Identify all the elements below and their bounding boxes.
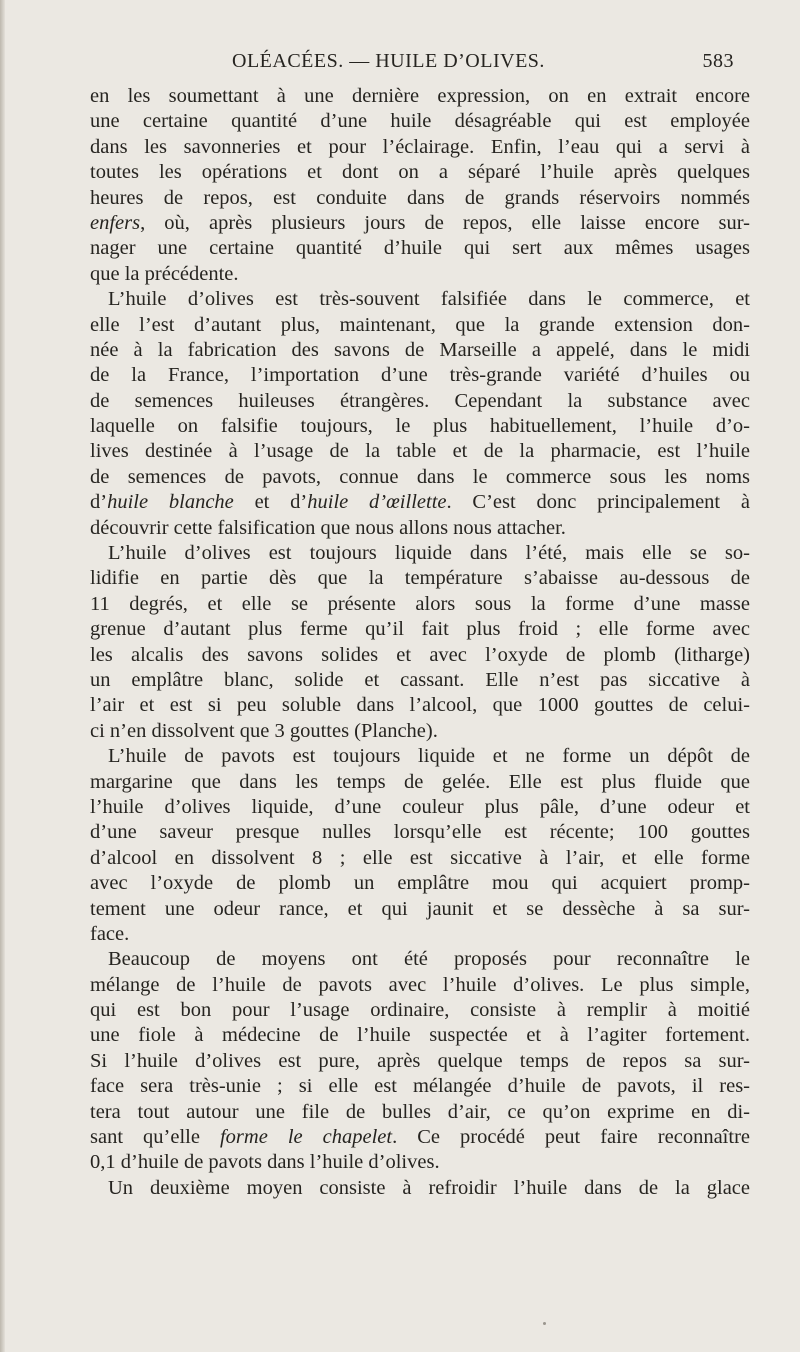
text-line	[90, 414, 750, 439]
text-line	[90, 1125, 750, 1150]
line-text: . C’est donc principalement à	[446, 491, 751, 514]
line-text: laquelle on falsifie toujours, le plus habituellement, l’huile d’o-	[90, 415, 750, 438]
line-text: d’	[90, 491, 108, 514]
line-text: 11 degrés, et elle se présente alors sous la forme d’une masse	[90, 592, 750, 615]
line-text: Un deuxième moyen consiste à refroidir l’huile dans de la glace	[108, 1176, 750, 1199]
line-text: grenue d’autant plus ferme qu’il fait plus froid ; elle forme avec	[90, 618, 750, 641]
italic-text: forme le chapelet	[219, 1126, 393, 1149]
line-text: d’une saveur presque nulles lorsqu’elle est récente; 100 gouttes	[90, 821, 750, 844]
text-line	[90, 135, 750, 160]
line-text: 0,1 d’huile de pavots dans l’huile d’olives.	[90, 1151, 440, 1174]
running-header	[232, 50, 734, 80]
line-text: lidifie en partie dès que la température s’abaisse au-dessous de	[90, 567, 750, 590]
line-text: en les soumettant à une dernière expression, on en extrait encore	[90, 85, 750, 107]
line-text: heures de repos, est conduite dans de grands réservoirs nommés	[90, 186, 750, 209]
line-text: lives destinée à l’usage de la table et de la pharmacie, est l’huile	[90, 440, 750, 463]
text-line	[90, 1023, 750, 1048]
text-line	[90, 744, 750, 769]
line-text: tement une odeur rance, et qui jaunit et se dessèche à sa sur-	[90, 897, 750, 920]
text-line	[90, 973, 750, 998]
text-line	[90, 1049, 750, 1074]
line-text: elle l’est d’autant plus, maintenant, que la grande extension don-	[90, 313, 750, 336]
line-text: découvrir cette falsification que nous allons nous attacher.	[90, 516, 566, 539]
line-text: ci n’en dissolvent que 3 gouttes (Planche).	[90, 719, 438, 742]
line-text: dans les savonneries et pour l’éclairage. Enfin, l’eau qui a servi à	[90, 135, 750, 158]
line-text: une fiole à médecine de l’huile suspectée et à l’agiter fortement.	[90, 1024, 750, 1047]
line-text: sant qu’elle	[90, 1126, 220, 1149]
line-text: l’air et est si peu soluble dans l’alcool, que 1000 gouttes de celui-	[90, 694, 750, 717]
text-line	[90, 1150, 750, 1175]
italic-text: huile d’œillette	[307, 491, 447, 514]
line-text: l’huile d’olives liquide, d’une couleur plus pâle, d’une odeur et	[90, 795, 750, 818]
text-line	[90, 922, 750, 947]
line-text: L’huile d’olives est toujours liquide dans l’été, mais elle se so-	[108, 542, 750, 565]
line-text: de la France, l’importation d’une très-grande variété d’huiles ou	[90, 364, 750, 387]
line-text: un emplâtre blanc, solide et cassant. Elle n’est pas siccative à	[90, 668, 750, 691]
text-line	[90, 439, 750, 464]
text-line	[90, 846, 750, 871]
text-line	[90, 592, 750, 617]
binding-edge	[0, 0, 5, 1352]
italic-text: huile blanche	[107, 491, 234, 514]
running-title: OLÉACÉES. — HUILE D’OLIVES.	[232, 50, 545, 72]
line-text: de semences huileuses étrangères. Cependant la substance avec	[90, 389, 750, 412]
text-line	[90, 947, 750, 972]
line-text: de semences de pavots, connue dans le commerce sous les noms	[90, 465, 750, 488]
line-text: L’huile d’olives est très-souvent falsifiée dans le commerce, et	[108, 288, 750, 311]
text-line	[90, 719, 750, 744]
text-line	[90, 490, 750, 515]
page-number: 583	[702, 50, 734, 72]
text-line	[90, 363, 750, 388]
text-line	[90, 643, 750, 668]
text-line	[90, 871, 750, 896]
text-line	[90, 770, 750, 795]
text-line	[90, 541, 750, 566]
text-line	[90, 338, 750, 363]
line-text: nager une certaine quantité d’huile qui sert aux mêmes usages	[90, 237, 750, 260]
text-line	[90, 84, 750, 109]
line-text: margarine que dans les temps de gelée. Elle est plus fluide que	[90, 770, 750, 793]
line-text: mélange de l’huile de pavots avec l’huile d’olives. Le plus simple,	[90, 973, 750, 996]
text-line	[90, 287, 750, 312]
line-text: Beaucoup de moyens ont été proposés pour reconnaître le	[108, 948, 750, 971]
text-line	[90, 795, 750, 820]
text-line	[90, 566, 750, 591]
text-line	[90, 998, 750, 1023]
text-line	[90, 186, 750, 211]
text-line	[90, 262, 750, 287]
ink-speck	[543, 1322, 546, 1325]
line-text: . Ce procédé peut faire reconnaître	[392, 1126, 750, 1149]
text-line	[90, 109, 750, 134]
text-line	[90, 1100, 750, 1125]
line-text: que la précédente.	[90, 262, 239, 285]
line-text: avec l’oxyde de plomb un emplâtre mou qui acquiert promp-	[90, 872, 750, 895]
line-text: les alcalis des savons solides et avec l’oxyde de plomb (litharge)	[90, 643, 750, 666]
line-text: née à la fabrication des savons de Marseille a appelé, dans le midi	[90, 338, 750, 361]
text-line	[90, 389, 750, 414]
text-line	[90, 1074, 750, 1099]
line-text: face sera très-unie ; si elle est mélangée d’huile de pavots, il res-	[90, 1075, 750, 1098]
text-line	[90, 617, 750, 642]
body-text	[90, 84, 750, 1201]
text-line	[90, 668, 750, 693]
text-line	[90, 693, 750, 718]
text-line	[90, 236, 750, 261]
text-line	[90, 465, 750, 490]
text-line	[90, 313, 750, 338]
text-line	[90, 820, 750, 845]
text-line	[90, 1176, 750, 1201]
line-text: d’alcool en dissolvent 8 ; elle est siccative à l’air, et elle forme	[90, 846, 750, 869]
line-text: Si l’huile d’olives est pure, après quelque temps de repos sa sur-	[90, 1049, 750, 1072]
line-text: une certaine quantité d’une huile désagréable qui est employée	[90, 110, 750, 133]
line-text: et d’	[233, 491, 308, 514]
text-line	[90, 160, 750, 185]
line-text: L’huile de pavots est toujours liquide et ne forme un dépôt de	[108, 745, 750, 768]
line-text: face.	[90, 922, 130, 945]
line-text: , où, après plusieurs jours de repos, elle laisse encore sur-	[140, 211, 750, 234]
text-line	[90, 211, 750, 236]
line-text: tera tout autour une file de bulles d’air, ce qu’on exprime en di-	[90, 1100, 750, 1123]
line-text: qui est bon pour l’usage ordinaire, consiste à remplir à moitié	[90, 999, 750, 1022]
text-line	[90, 516, 750, 541]
text-line	[90, 897, 750, 922]
line-text: toutes les opérations et dont on a séparé l’huile après quelques	[90, 161, 750, 184]
italic-text: enfers	[90, 211, 141, 234]
